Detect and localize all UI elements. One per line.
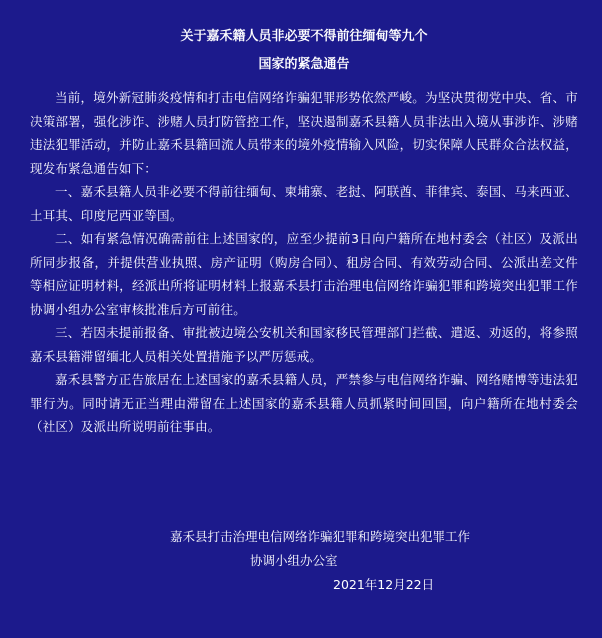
notice-title-line2: 国家的紧急通告 bbox=[258, 57, 350, 72]
signature-org: 嘉禾县打击治理电信网络诈骗犯罪和跨境突出犯罪工作 bbox=[170, 529, 471, 544]
signature-date: 2021年12月22日 bbox=[333, 577, 435, 592]
paragraph-warning: 嘉禾县警方正告旅居在上述国家的嘉禾县籍人员，严禁参与电信网络诈骗、网络赌博等违法犯罪行为。同时请无正当理由滞留在上述国家的嘉禾县籍人员抓紧时间回国，向户籍所在地村委会（社区）及派出所说明前往事由。 bbox=[30, 372, 578, 434]
signature-block bbox=[170, 525, 470, 597]
paragraph-intro: 当前，境外新冠肺炎疫情和打击电信网络诈骗犯罪形势依然严峻。为坚决贯彻党中央、省、市决策部署，强化涉诈、涉赌人员打防管控工作，坚决遏制嘉禾县籍人员非法出入境从事涉诈、涉赌违法犯罪活动，并防止嘉禾县籍回流人员带来的境外疫情输入风险，切实保障人民群众合法权益，现发布紧急通告如下： bbox=[30, 90, 578, 176]
signature-office: 协调小组办公室 bbox=[250, 553, 338, 568]
notice-title-line1: 关于嘉禾籍人员非必要不得前往缅甸等九个 bbox=[180, 29, 428, 44]
paragraph-item-1: 一、嘉禾县籍人员非必要不得前往缅甸、柬埔寨、老挝、阿联酋、菲律宾、泰国、马来西亚、土耳其、印度尼西亚等国。 bbox=[30, 184, 578, 223]
paragraph-item-2: 二、如有紧急情况确需前往上述国家的，应至少提前3日向户籍所在地村委会（社区）及派出所同步报备，并提供营业执照、房产证明（购房合同）、租房合同、有效劳动合同、公派出差文件等相应证明材料，经派出所将证明材料上报嘉禾县打击治理电信网络诈骗犯罪和跨境突出犯罪工作协调小组办公室审核批准后方可前往。 bbox=[30, 231, 578, 317]
paragraph-item-3: 三、若因未提前报备、审批被边境公安机关和国家移民管理部门拦截、遣返、劝返的，将参照嘉禾县籍滞留缅北人员相关处置措施予以严厉惩戒。 bbox=[30, 325, 578, 364]
